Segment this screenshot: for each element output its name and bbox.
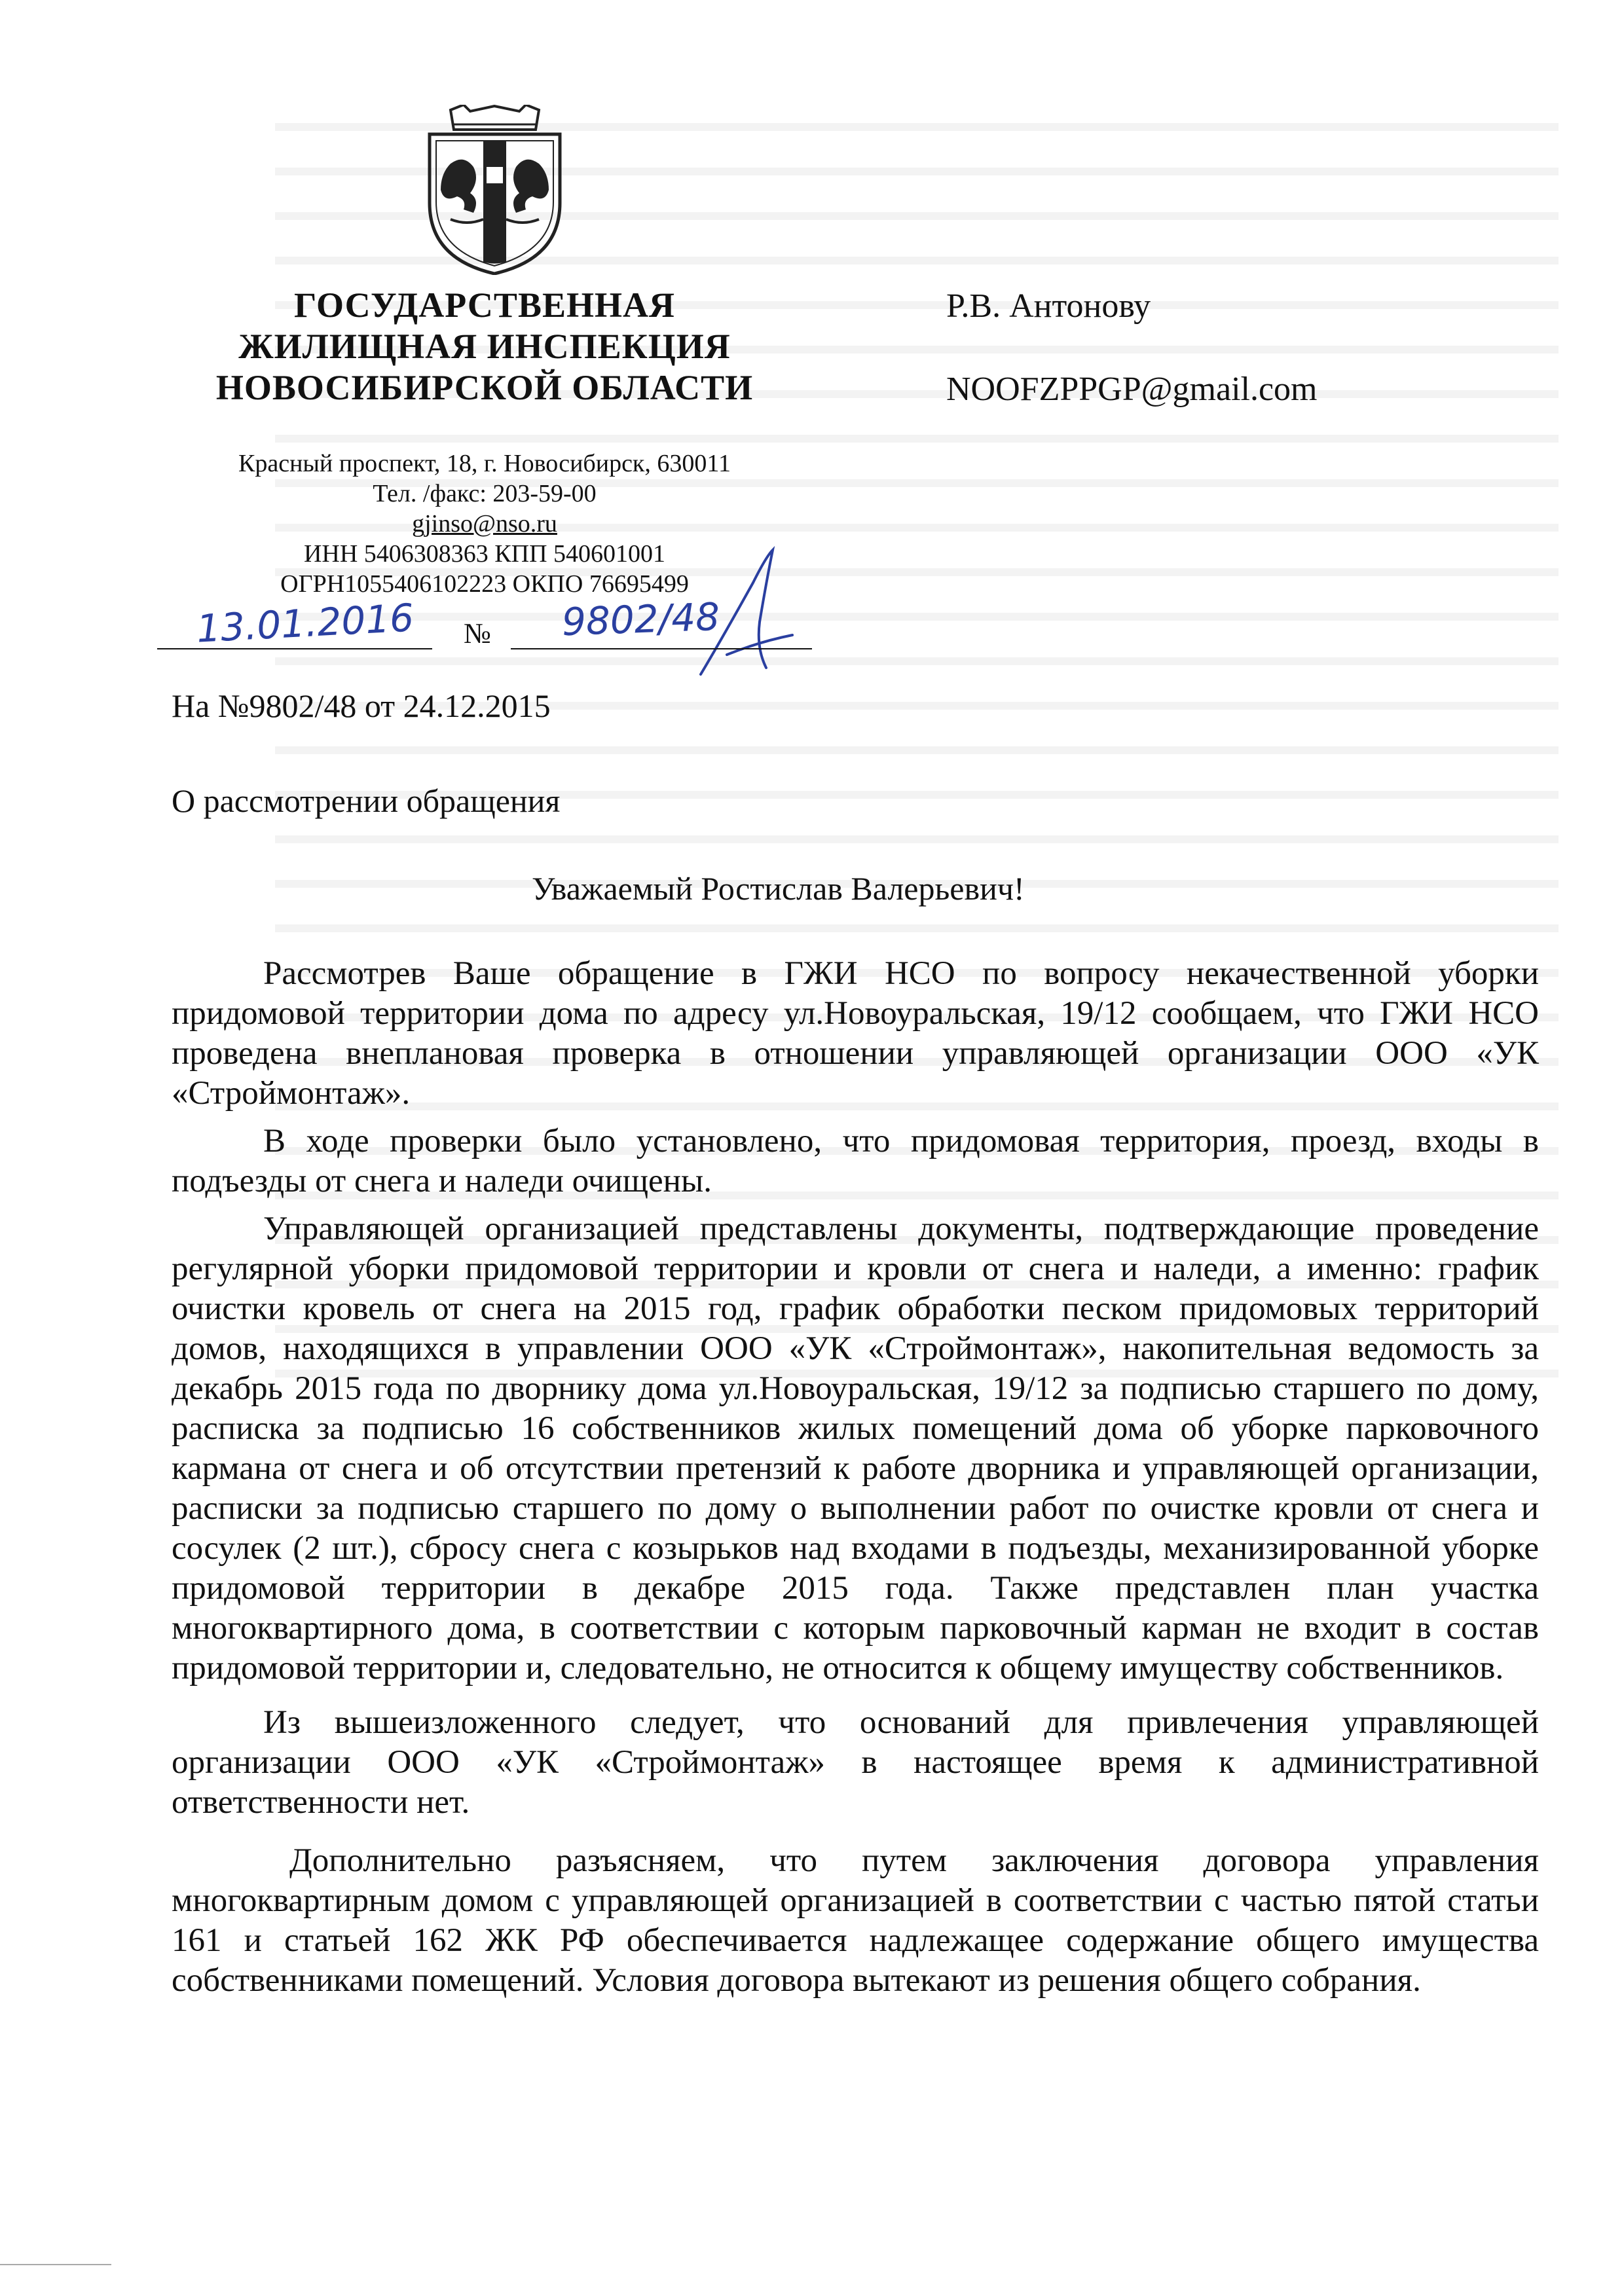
issuer-inn-kpp: ИНН 5406308363 КПП 540601001 — [303, 540, 666, 568]
body-paragraph-4: Из вышеизложенного следует, что оснований для привлечения управляющей организации ООО «УК «Строймонтаж» в настоящее время к административной ответственности нет. — [172, 1704, 1539, 1821]
issuer-address: Красный проспект, 18, г. Новосибирск, 630011 — [238, 450, 731, 477]
recipient-email: NOOFZPPGP@gmail.com — [946, 371, 1318, 408]
registration-number-handwritten: 9802/48 — [561, 594, 721, 645]
letter-subject: О рассмотрении обращения — [172, 782, 561, 819]
registration-number-underline — [511, 648, 812, 649]
issuer-ogrn-okpo: ОГРН1055406102223 ОКПО 76695499 — [280, 570, 689, 598]
issuer-block — [147, 285, 822, 409]
body-paragraph-5: Дополнительно разъясняем, что путем заключения договора управления многоквартирным домом с управляющей организацией в соответствии с частью пятой статьи 161 и статьей 162 ЖК РФ обеспечивается надлежащее содержание общего имущества собственниками помещений. Условия договора вытекают из решения общего собрания. — [172, 1842, 1539, 1999]
recipient-block — [946, 285, 1318, 410]
issuer-name-line-1: ГОСУДАРСТВЕННАЯ — [294, 285, 675, 325]
reference-line: На №9802/48 от 24.12.2015 — [172, 687, 551, 724]
recipient-name: Р.В. Антонову — [946, 287, 1151, 325]
issuer-email-link[interactable]: gjinso@nso.ru — [412, 510, 557, 538]
body-paragraph-3: Управляющей организацией представлены документы, подтверждающие проведение регулярной уборки придомовой территории и кровли от снега и наледи, а именно: график очистки кровель от снега на 2015 год, график обработки песком придомовых территорий домов, находящихся в управлении ООО «УК «Строймонтаж», накопительная ведомость за декабрь 2015 года по дворнику дома ул.Новоуральская, 19/12 за подписью старшего по дому, расписка за подписью 16 собственников жилых помещений дома об уборке парковочного кармана от снега и об отсутствии претензий к работе дворника и управляющей организации, расписки за подписью старшего по дому о выполнении работ по очистке кровли от снега и сосулек (2 шт.), сбросу снега с козырьков над входами в подъезды, механизированной уборке придомовой территории в декабре 2015 года. Также представлен план участка многоквартирного дома, в соответствии с которым парковочный карман не входит в состав придомовой территории и, следовательно, не относится к общему имуществу собственников. — [172, 1211, 1539, 1686]
body-paragraph-2: В ходе проверки было установлено, что придомовая территория, проезд, входы в подъезды от снега и наледи очищены. — [172, 1123, 1539, 1199]
issuer-name-line-3: НОВОСИБИРСКОЙ ОБЛАСТИ — [215, 368, 754, 407]
issuer-phone: Тел. /факс: 203-59-00 — [373, 480, 597, 507]
issuer-name-line-2: ЖИЛИЩНАЯ ИНСПЕКЦИЯ — [238, 327, 731, 366]
novosibirsk-coat-of-arms-icon — [424, 105, 565, 275]
registration-number-label: № — [464, 617, 491, 649]
page-edge-mark — [0, 2264, 111, 2265]
body-paragraph-1: Рассмотрев Ваше обращение в ГЖИ НСО по вопросу некачественной уборки придомовой территории дома по адресу ул.Новоуральская, 19/12 сообщаем, что ГЖИ НСО проведена внеплановая проверка в отношении управляющей организации ООО «УК «Строймонтаж». — [172, 955, 1539, 1112]
letter-greeting: Уважаемый Ростислав Валерьевич! — [532, 870, 1025, 907]
letter-body — [172, 954, 1539, 2001]
registration-date-handwritten: 13.01.2016 — [195, 595, 415, 651]
